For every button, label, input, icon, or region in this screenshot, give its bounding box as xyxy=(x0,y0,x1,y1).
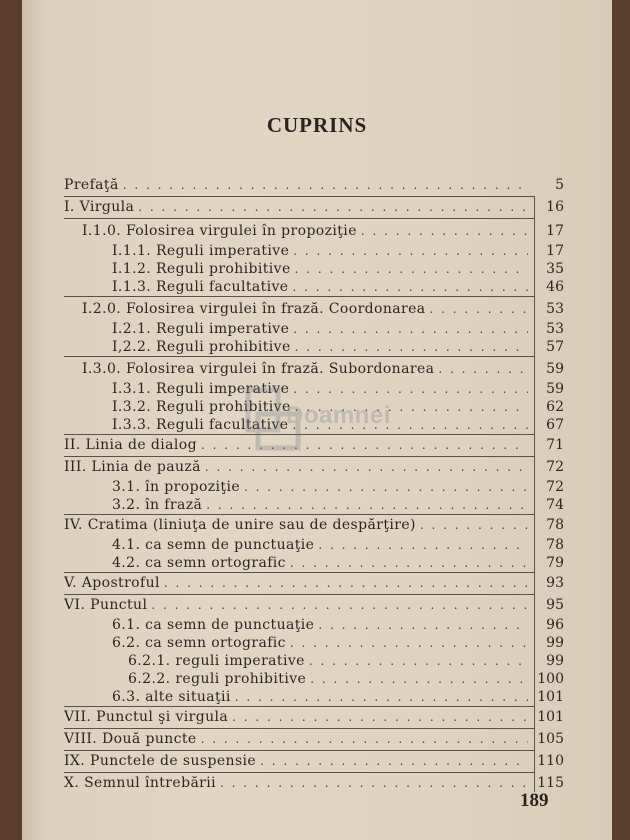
toc-divider xyxy=(64,196,534,197)
toc-entry xyxy=(64,706,564,728)
toc-leader-dots xyxy=(235,688,528,706)
toc-entry-label: 4.1. ca semn de punctuaţie xyxy=(112,537,315,553)
toc-leader-dots xyxy=(232,706,528,728)
toc-entry-label: 6.2.2. reguli prohibitive xyxy=(128,671,307,687)
toc-entry-page: 78 xyxy=(546,537,564,553)
toc-entry-page: 59 xyxy=(546,361,564,377)
toc-leader-dots xyxy=(138,196,528,218)
toc-entry-page: 46 xyxy=(546,279,564,295)
toc-entry-label: Prefaţă xyxy=(64,177,119,193)
toc-entry xyxy=(64,670,564,688)
toc-leader-dots xyxy=(310,670,528,688)
toc-entry-page: 17 xyxy=(546,223,564,239)
toc-leader-dots xyxy=(293,320,528,338)
toc-column-rule xyxy=(534,196,535,792)
toc-entry-label: I.3.3. Reguli facultative xyxy=(112,417,289,433)
toc-entry-label: I,2.2. Reguli prohibitive xyxy=(112,339,291,355)
toc-entry-label: 6.3. alte situaţii xyxy=(112,689,231,705)
toc-entry xyxy=(64,688,564,706)
toc-entry xyxy=(64,652,564,670)
toc-entry-page: 16 xyxy=(546,199,564,215)
toc-entry xyxy=(64,320,564,338)
toc-divider xyxy=(64,706,534,707)
toc-entry-label: 4.2. ca semn ortografic xyxy=(112,555,286,571)
toc-leader-dots xyxy=(420,514,528,536)
toc-entry-label: I.1.2. Reguli prohibitive xyxy=(112,261,291,277)
toc-entry-label: II. Linia de dialog xyxy=(64,437,197,453)
toc-entry-label: V. Apostroful xyxy=(64,575,160,591)
toc-entry-label: X. Semnul întrebării xyxy=(64,775,217,791)
toc-entry-label: I.1.3. Reguli facultative xyxy=(112,279,289,295)
toc-entry-label: 3.2. în frază xyxy=(112,497,203,513)
toc-entry-page: 99 xyxy=(546,635,564,651)
toc-entry-label: I.1.0. Folosirea virgulei în propoziţie xyxy=(82,223,357,239)
toc-leader-dots xyxy=(430,298,528,320)
toc-entry-label: 6.2.1. reguli imperative xyxy=(128,653,305,669)
toc-entry-page: 93 xyxy=(546,575,564,591)
toc-entry xyxy=(64,358,564,380)
toc-entry-label: I. Virgula xyxy=(64,199,135,215)
toc-entry-label: I.3.0. Folosirea virgulei în frază. Subordonarea xyxy=(82,361,435,377)
toc-entry-page: 95 xyxy=(546,597,564,613)
toc-entry-page: 100 xyxy=(537,671,564,687)
toc-entry-page: 72 xyxy=(546,479,564,495)
watermark xyxy=(244,378,414,460)
toc-entry xyxy=(64,278,564,296)
toc-entry-page: 67 xyxy=(546,417,564,433)
toc-entry-page: 78 xyxy=(546,517,564,533)
toc-leader-dots xyxy=(206,496,528,514)
toc-entry-label: I.3.1. Reguli imperative xyxy=(112,381,290,397)
toc-leader-dots xyxy=(295,260,528,278)
toc-entry xyxy=(64,478,564,496)
toc-entry-page: 17 xyxy=(546,243,564,259)
toc-entry-page: 115 xyxy=(537,775,564,791)
toc-leader-dots xyxy=(438,358,528,380)
toc-entry-label: 6.2. ca semn ortografic xyxy=(112,635,286,651)
toc-leader-dots xyxy=(244,478,528,496)
toc-entry-label: VIII. Două puncte xyxy=(64,731,197,747)
toc-entry-page: 101 xyxy=(537,689,564,705)
book-page xyxy=(22,0,612,840)
toc-leader-dots xyxy=(151,594,528,616)
toc-leader-dots xyxy=(295,338,528,356)
toc-entry xyxy=(64,536,564,554)
toc-leader-dots xyxy=(290,554,528,572)
toc-entry-label: III. Linia de pauză xyxy=(64,459,201,475)
toc-divider xyxy=(64,750,534,751)
toc-entry-label: IX. Punctele de suspensie xyxy=(64,753,257,769)
toc-divider xyxy=(64,728,534,729)
toc-entry-page: 99 xyxy=(546,653,564,669)
toc-leader-dots xyxy=(220,772,528,794)
toc-entry xyxy=(64,260,564,278)
toc-entry-label: I.2.0. Folosirea virgulei în frază. Coordonarea xyxy=(82,301,426,317)
toc-entry-page: 79 xyxy=(546,555,564,571)
table-of-contents xyxy=(64,174,564,794)
toc-leader-dots xyxy=(293,242,528,260)
toc-divider xyxy=(64,356,534,357)
toc-entry-label: 3.1. în propoziţie xyxy=(112,479,241,495)
toc-leader-dots xyxy=(293,278,529,296)
toc-entry-page: 59 xyxy=(546,381,564,397)
toc-entry-label: I.1.1. Reguli imperative xyxy=(112,243,290,259)
toc-leader-dots xyxy=(361,220,528,242)
toc-entry-page: 74 xyxy=(546,497,564,513)
toc-entry xyxy=(64,496,564,514)
toc-entry-label: 6.1. ca semn de punctuaţie xyxy=(112,617,315,633)
toc-entry xyxy=(64,554,564,572)
toc-entry-label: I.2.1. Reguli imperative xyxy=(112,321,290,337)
toc-entry xyxy=(64,728,564,750)
toc-leader-dots xyxy=(201,728,528,750)
toc-entry-label: VII. Punctul şi virgula xyxy=(64,709,229,725)
toc-entry xyxy=(64,572,564,594)
toc-entry-label: VI. Punctul xyxy=(64,597,148,613)
toc-entry xyxy=(64,242,564,260)
toc-entry-page: 96 xyxy=(546,617,564,633)
toc-leader-dots xyxy=(318,536,528,554)
toc-entry-label: IV. Cratima (liniuţa de unire sau de despărţire) xyxy=(64,517,416,533)
toc-entry xyxy=(64,772,564,794)
toc-leader-dots xyxy=(309,652,528,670)
toc-divider xyxy=(64,296,534,297)
toc-divider xyxy=(64,514,534,515)
toc-divider xyxy=(64,218,534,219)
toc-divider xyxy=(64,772,534,773)
toc-entry xyxy=(64,174,564,196)
toc-leader-dots xyxy=(164,572,528,594)
show-through-text xyxy=(352,0,592,120)
toc-leader-dots xyxy=(260,750,528,772)
toc-entry-page: 62 xyxy=(546,399,564,415)
toc-entry-page: 53 xyxy=(546,301,564,317)
page-number: 189 xyxy=(520,790,549,811)
toc-entry-page: 35 xyxy=(546,261,564,277)
toc-entry xyxy=(64,750,564,772)
page-title: CUPRINS xyxy=(266,113,368,137)
toc-entry xyxy=(64,616,564,634)
toc-entry-page: 105 xyxy=(537,731,564,747)
toc-entry-page: 5 xyxy=(555,177,564,193)
toc-leader-dots xyxy=(318,616,528,634)
watermark-text: Doamnei xyxy=(286,402,391,429)
toc-entry-page: 57 xyxy=(546,339,564,355)
toc-entry-page: 71 xyxy=(546,437,564,453)
toc-entry-label: I.3.2. Reguli prohibitive xyxy=(112,399,291,415)
toc-entry xyxy=(64,196,564,218)
toc-leader-dots xyxy=(123,174,528,196)
toc-entry xyxy=(64,298,564,320)
toc-entry xyxy=(64,514,564,536)
toc-entry-page: 101 xyxy=(537,709,564,725)
toc-divider xyxy=(64,572,534,573)
toc-divider xyxy=(64,594,534,595)
toc-leader-dots xyxy=(290,634,528,652)
toc-entry-page: 110 xyxy=(537,753,564,769)
toc-entry xyxy=(64,338,564,356)
toc-entry-page: 72 xyxy=(546,459,564,475)
toc-entry xyxy=(64,594,564,616)
toc-entry xyxy=(64,220,564,242)
toc-entry xyxy=(64,634,564,652)
toc-entry-page: 53 xyxy=(546,321,564,337)
